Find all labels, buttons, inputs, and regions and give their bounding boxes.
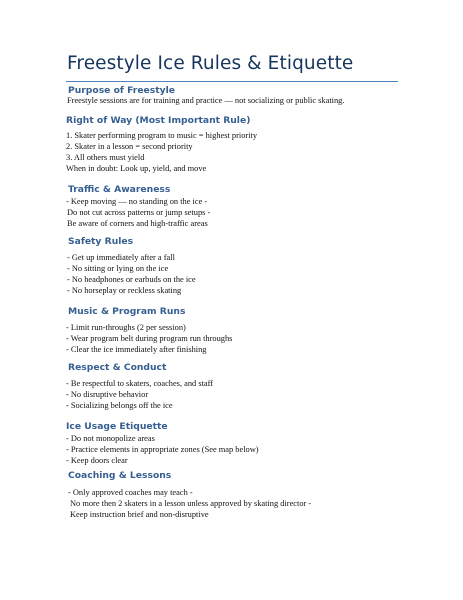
section-heading-ice-usage: Ice Usage Etiquette: [66, 421, 168, 432]
safety-line: - No sitting or lying on the ice: [67, 264, 169, 273]
section-heading-purpose: Purpose of Freestyle: [68, 85, 176, 96]
traffic-line: Be aware of corners and high-traffic areas: [67, 219, 208, 228]
title-underline: [66, 81, 398, 82]
respect-line: - No disruptive behavior: [66, 390, 149, 399]
section-heading-safety: Safety Rules: [68, 236, 134, 247]
music-line: - Limit run-throughs (2 per session): [66, 323, 186, 332]
right-of-way-line: 2. Skater in a lesson = second priority: [66, 142, 193, 151]
section-heading-respect: Respect & Conduct: [68, 362, 167, 373]
right-of-way-line: 1. Skater performing program to music = highest priority: [66, 131, 258, 140]
section-heading-coaching: Coaching & Lessons: [68, 470, 172, 481]
music-line: - Clear the ice immediately after finishing: [66, 345, 207, 354]
coaching-line: Keep instruction brief and non-disruptive: [70, 510, 209, 519]
traffic-line: - Keep moving — no standing on the ice -: [66, 197, 208, 206]
section-heading-music: Music & Program Runs: [68, 306, 186, 317]
respect-line: - Be respectful to skaters, coaches, and staff: [66, 379, 214, 388]
right-of-way-line: 3. All others must yield: [66, 153, 145, 162]
traffic-line: Do not cut across patterns or jump setups -: [67, 208, 211, 217]
coaching-line: - Only approved coaches may teach -: [68, 488, 193, 497]
purpose-line: Freestyle sessions are for training and practice — not socializing or public skating.: [67, 96, 345, 105]
right-of-way-line: When in doubt: Look up, yield, and move: [66, 164, 207, 173]
safety-line: - Get up immediately after a fall: [67, 253, 175, 262]
ice-usage-line: - Keep doors clear: [66, 456, 128, 465]
section-heading-right-of-way: Right of Way (Most Important Rule): [66, 115, 251, 126]
safety-line: - No headphones or earbuds on the ice: [67, 275, 196, 284]
section-heading-traffic: Traffic & Awareness: [68, 184, 171, 195]
ice-usage-line: - Practice elements in appropriate zones (See map below): [66, 445, 259, 454]
document-title: Freestyle Ice Rules & Etiquette: [67, 53, 354, 74]
ice-usage-line: - Do not monopolize areas: [66, 434, 155, 443]
safety-line: - No horseplay or reckless skating: [67, 286, 182, 295]
music-line: - Wear program belt during program run throughs: [66, 334, 233, 343]
respect-line: - Socializing belongs off the ice: [66, 401, 173, 410]
coaching-line: No more then 2 skaters in a lesson unless approved by skating director -: [70, 499, 312, 508]
